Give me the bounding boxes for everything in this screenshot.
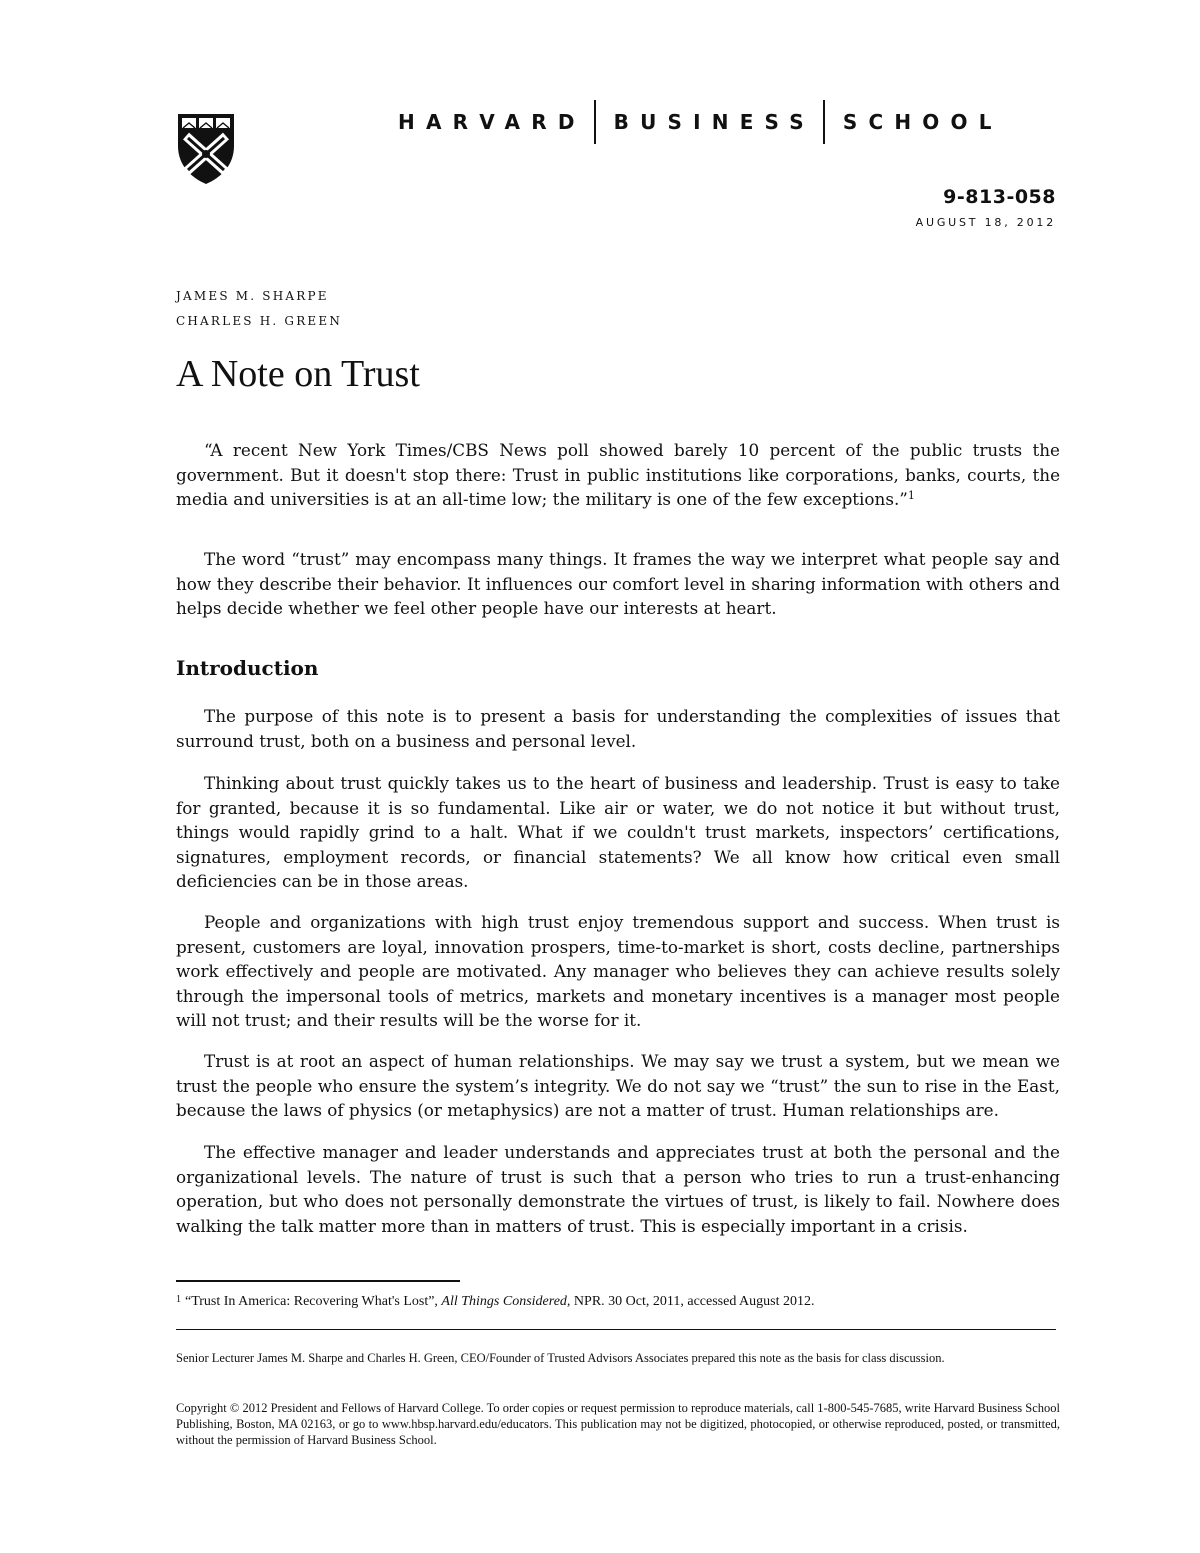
wordmark-school: SCHOOL [842, 110, 1003, 134]
wordmark-divider [823, 100, 825, 144]
preparation-note: Senior Lecturer James M. Sharpe and Charles H. Green, CEO/Founder of Trusted Advisors Associates prepared this note as the basis for class discussion. [176, 1351, 945, 1365]
intro-paragraph: The word “trust” may encompass many things. It frames the way we interpret what people say and how they describe their behavior. It influences our comfort level in sharing information with others and helps decide whether we feel other people have our interests at heart. [176, 549, 1060, 618]
intro-quote-text: “A recent New York Times/CBS News poll showed barely 10 percent of the public trusts the government. But it doesn't stop there: Trust in public institutions like corporations, banks, courts, the media and universities is at an all-time low; the military is one of the few exceptions.” [176, 440, 1060, 509]
footnote-source-title: All Things Considered, [441, 1294, 571, 1309]
copyright-notice: Copyright © 2012 President and Fellows of Harvard College. To order copies or request permission to reproduce materials, call 1-800-545-7685, write Harvard Business School Publishing, Boston, MA 02163, or go to www.hbsp.harvard.edu/educators. This publication may not be digitized, photocopied, or otherwise reproduced, posted, or transmitted, without the permission of Harvard Business School. [176, 1401, 1060, 1447]
footnote-number: 1 [176, 1294, 181, 1305]
body-paragraph: The effective manager and leader understands and appreciates trust at both the personal and the organizational levels. The nature of trust is such that a person who tries to run a trust-enhancing operation, but who does not personally demonstrate the virtues of trust, is likely to fail. Nowhere does walking the talk matter more than in matters of trust. This is especially important in a crisis. [176, 1142, 1060, 1236]
footnote-quote: “Trust In America: Recovering What's Lost”, [185, 1294, 438, 1309]
author-name: JAMES M. SHARPE [176, 289, 329, 303]
footer-divider [176, 1329, 1056, 1330]
body-paragraph: The purpose of this note is to present a basis for understanding the complexities of issues that surround trust, both on a business and personal level. [176, 706, 1060, 751]
body-paragraph: Thinking about trust quickly takes us to the heart of business and leadership. Trust is easy to take for granted, because it is so fundamental. Like air or water, we do not notice it but without trust, things would rapidly grind to a halt. What if we couldn't trust markets, inspectors’ certifications, signatures, employment records, or financial statements? We all know how critical even small deficiencies can be in those areas. [176, 773, 1060, 891]
hbs-wordmark [398, 100, 1003, 144]
body-paragraph: People and organizations with high trust enjoy tremendous support and success. When trust is present, customers are loyal, innovation prospers, time-to-market is short, costs decline, partnerships work effectively and people are motivated. Any manager who believes they can achieve results solely through the impersonal tools of metrics, markets and monetary incentives is a manager most people will not trust; and their results will be the worse for it. [176, 912, 1060, 1030]
footnote-divider [176, 1280, 460, 1282]
case-number: 9-813-058 [943, 186, 1056, 208]
footnote-reference[interactable]: 1 [907, 489, 915, 502]
body-paragraph: Trust is at root an aspect of human relationships. We may say we trust a system, but we mean we trust the people who ensure the system’s integrity. We do not say we “trust” the sun to rise in the East, because the laws of physics (or metaphysics) are not a matter of trust. Human relationships are. [176, 1051, 1060, 1120]
wordmark-business: BUSINESS [613, 110, 815, 134]
author-name: CHARLES H. GREEN [176, 314, 343, 328]
footnote-details: NPR. 30 Oct, 2011, accessed August 2012. [573, 1294, 815, 1309]
intro-quote-paragraph [176, 438, 1060, 512]
wordmark-harvard: HARVARD [398, 110, 586, 134]
footnote [176, 1294, 1060, 1310]
hbs-shield-logo [176, 112, 236, 186]
section-heading: Introduction [176, 656, 319, 680]
document-title: A Note on Trust [176, 353, 420, 395]
wordmark-divider [594, 100, 596, 144]
case-date: AUGUST 18, 2012 [915, 216, 1056, 229]
